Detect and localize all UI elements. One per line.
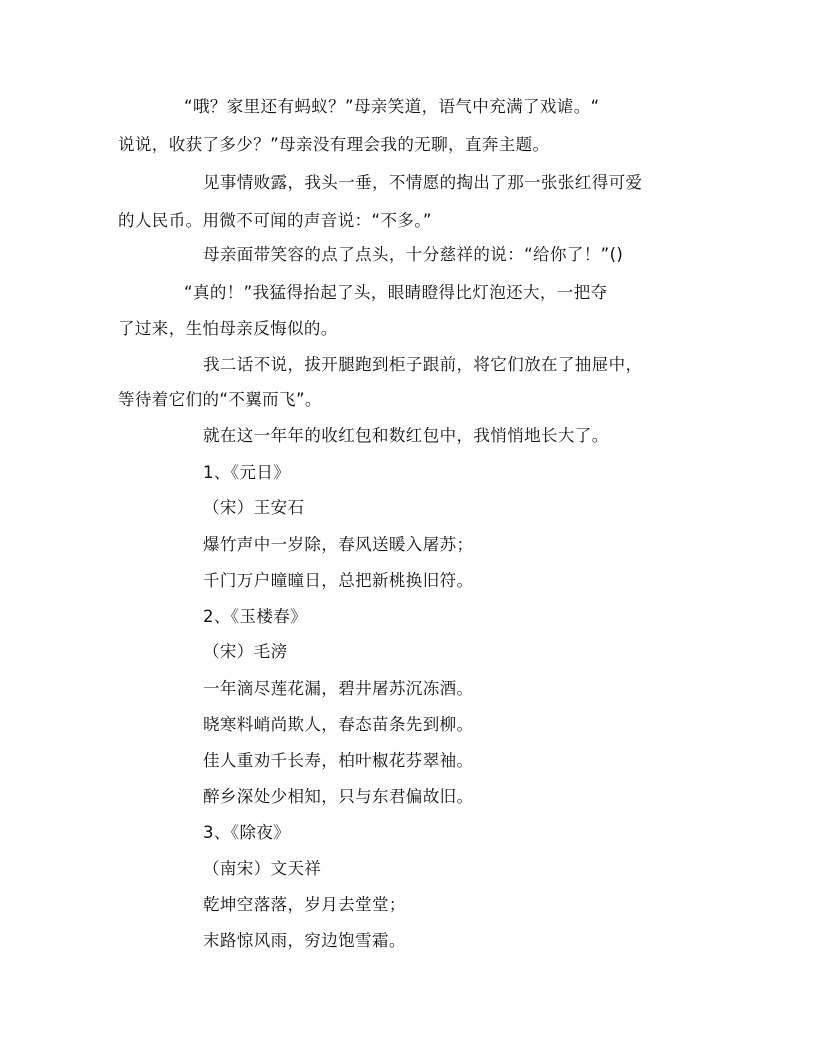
text-line: 一年滴尽莲花漏，碧井屠苏沉冻酒。: [203, 679, 474, 698]
text-line: “真的！”我猛得抬起了头，眼睛瞪得比灯泡还大，一把夺: [184, 283, 608, 302]
text-line: 3、《除夜》: [203, 823, 291, 842]
text-line: 我二话不说，拔开腿跑到柜子跟前，将它们放在了抽屉中，: [203, 355, 643, 374]
text-line: 末路惊风雨，穷边饱雪霜。: [203, 931, 406, 950]
text-line: 醉乡深处少相知，只与东君偏故旧。: [203, 787, 474, 806]
text-line: 晓寒料峭尚欺人，春态苗条先到柳。: [203, 715, 474, 734]
text-line: 爆竹声中一岁除，春风送暖入屠苏；: [203, 535, 474, 554]
text-line: 乾坤空落落，岁月去堂堂；: [203, 895, 406, 914]
text-line: 佳人重劝千长寿，柏叶椒花芬翠袖。: [203, 751, 474, 770]
text-line: （南宋）文天祥: [203, 859, 322, 878]
text-line: （宋）王安石: [203, 498, 305, 517]
text-line: 等待着它们的“不翼而飞”。: [118, 390, 322, 409]
text-line: 母亲面带笑容的点了点头，十分慈祥的说：“给你了！”(): [203, 245, 624, 264]
text-line: 的人民币。用微不可闻的声音说：“不多。”: [118, 211, 432, 230]
text-line: 1、《元日》: [203, 463, 291, 482]
text-line: （宋）毛滂: [203, 642, 288, 661]
text-line: 就在这一年年的收红包和数红包中，我悄悄地长大了。: [203, 426, 609, 445]
text-line: 说说，收获了多少？”母亲没有理会我的无聊，直奔主题。: [118, 135, 550, 154]
text-line: 2、《玉楼春》: [203, 607, 308, 626]
text-line: 了过来，生怕母亲反悔似的。: [118, 319, 338, 338]
text-line: 千门万户曈曈日，总把新桃换旧符。: [203, 571, 474, 590]
text-line: “哦？家里还有蚂蚁？”母亲笑道，语气中充满了戏谑。“: [184, 97, 600, 116]
text-line: 见事情败露，我头一垂，不情愿的掏出了那一张张红得可爱: [203, 173, 643, 192]
